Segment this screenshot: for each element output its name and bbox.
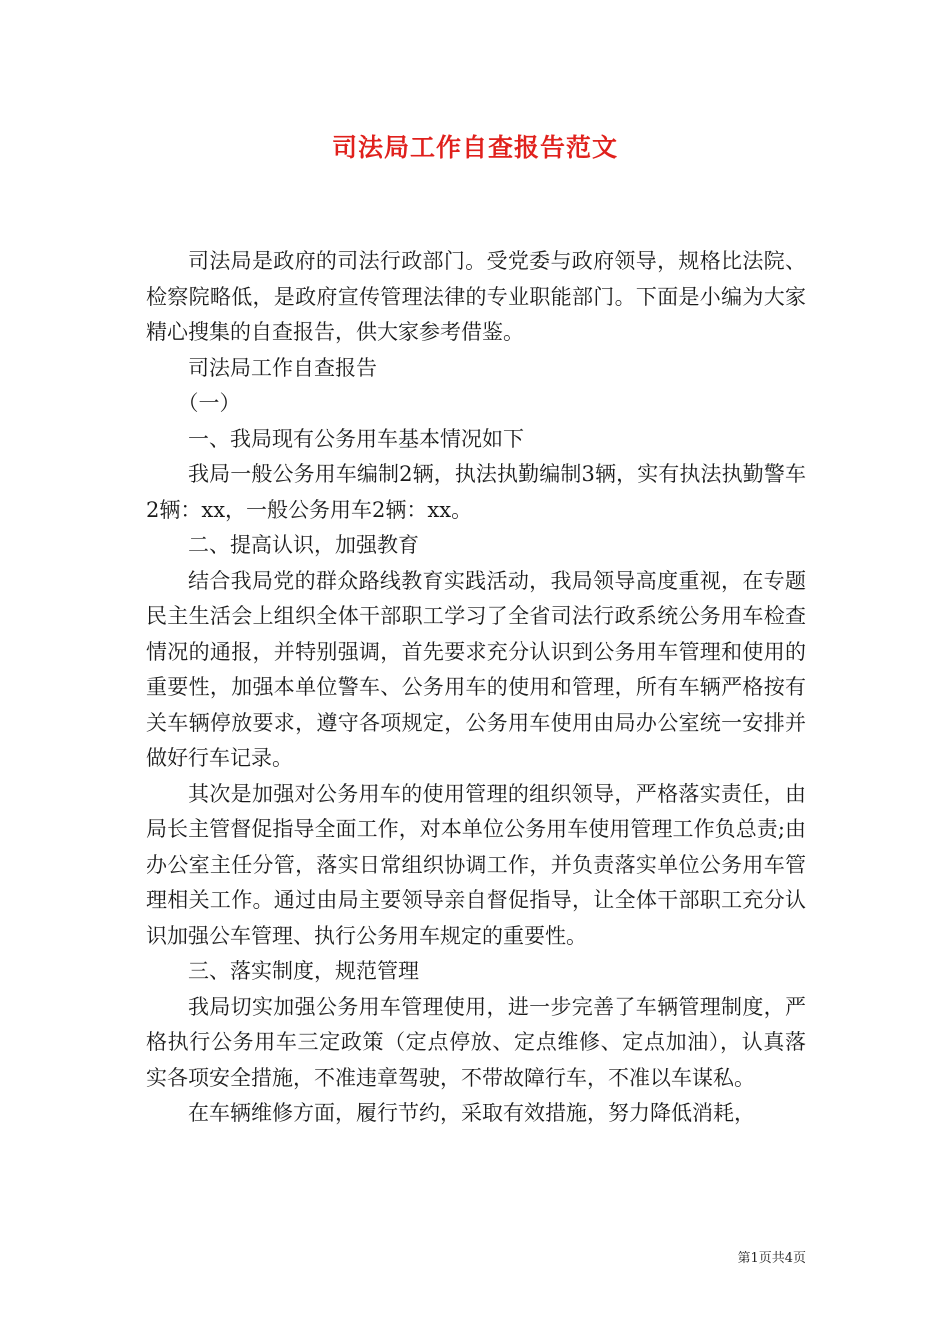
paragraph-heading-1: 一、我局现有公务用车基本情况如下 [188, 426, 524, 451]
paragraph-maintenance: 在车辆维修方面，履行节约，采取有效措施，努力降低消耗， [188, 1101, 755, 1125]
paragraph-vehicles: 我局一般公务用车编制2辆，执法执勤编制3辆，实有执法执勤警车2辆：xx，一般公务用车2辆：xx。 [146, 462, 806, 522]
paragraph-heading-3: 三、落实制度，规范管理 [188, 959, 419, 983]
paragraph-heading-2: 二、提高认识，加强教育 [188, 533, 419, 557]
page-number: 第1页共4页 [737, 1251, 806, 1266]
document-title: 司法局工作自查报告范文 [331, 133, 618, 162]
paragraph-responsibility: 其次是加强对公务用车的使用管理的组织领导，严格落实责任，由局长主管督促指导全面工作，对本单位公务用车使用管理工作负总责;由办公室主任分管，落实日常组织协调工作，并负责落实单位公务用车管理相关工作。通过由局主要领导亲自督促指导，让全体干部职工充分认识加强公车管理、执行公务用车规定的重要性。 [146, 781, 806, 948]
paragraph-intro: 司法局是政府的司法行政部门。受党委与政府领导，规格比法院、检察院略低，是政府宣传管理法律的专业职能部门。下面是小编为大家精心搜集的自查报告，供大家参考借鉴。 [146, 249, 806, 344]
paragraph-regulation: 我局切实加强公务用车管理使用，进一步完善了车辆管理制度，严格执行公务用车三定政策（定点停放、定点维修、定点加油），认真落实各项安全措施，不准违章驾驶，不带故障行车，不准以车谋私。 [146, 994, 806, 1090]
paragraph-subtitle: 司法局工作自查报告 [188, 355, 377, 380]
document-body [146, 244, 806, 1132]
paragraph-section-number: （一） [177, 391, 241, 415]
paragraph-education: 结合我局党的群众路线教育实践活动，我局领导高度重视，在专题民主生活会上组织全体干部职工学习了全省司法行政系统公务用车检查情况的通报，并特别强调，首先要求充分认识到公务用车管理和使用的重要性，加强本单位警车、公务用车的使用和管理，所有车辆严格按有关车辆停放要求，遵守各项规定，公务用车使用由局办公室统一安排并做好行车记录。 [146, 568, 806, 770]
